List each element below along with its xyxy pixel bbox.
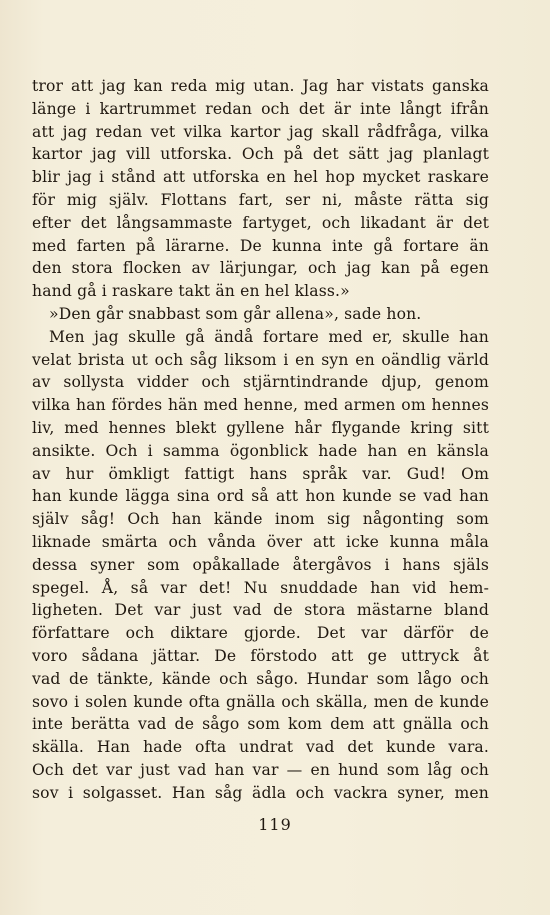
text-line: han kunde lägga sina ord så att hon kunde se vad han (32, 487, 489, 506)
text-line: ligheten. Det var just vad de stora mästarne bland (32, 601, 489, 620)
body-text (32, 75, 489, 805)
text-line: vad de tänkte, kände och sågo. Hundar som lågo och (32, 669, 489, 688)
text-line: Men jag skulle gå ändå fortare med er, skulle han (49, 327, 489, 346)
text-line: spegel. Å, så var det! Nu snuddade han vid hem- (32, 578, 489, 597)
text-line: »Den går snabbast som går allena», sade hon. (49, 304, 422, 323)
text-line: liknade smärta och vånda över att icke kunna måla (32, 532, 489, 551)
text-line: själv såg! Och han kände inom sig någonting som (32, 510, 489, 529)
text-line: att jag redan vet vilka kartor jag skall rådfråga, vilka (32, 122, 489, 141)
text-line: dessa syner som opåkallade återgåvos i hans själs (32, 555, 489, 574)
text-line: efter det långsammaste fartyget, och likadant är det (32, 213, 489, 232)
text-line: voro sådana jättar. De förstodo att ge uttryck åt (32, 646, 489, 665)
text-line: av hur ömkligt fattigt hans språk var. Gud! Om (32, 464, 489, 483)
text-line: tror att jag kan reda mig utan. Jag har vistats ganska (32, 77, 489, 95)
text-line: av sollysta vidder och stjärntindrande djup, genom (32, 373, 489, 392)
text-line: kartor jag vill utforska. Och på det sätt jag planlagt (32, 145, 489, 164)
text-line: den stora flocken av lärjungar, och jag kan på egen (32, 259, 489, 278)
text-line: Och det var just vad han var — en hund som låg och (32, 760, 489, 779)
text-line: inte berätta vad de sågo som kom dem att gnälla och (32, 715, 489, 734)
text-line: blir jag i stånd att utforska en hel hop mycket raskare (32, 168, 489, 187)
text-line: skälla. Han hade ofta undrat vad det kunde vara. (32, 738, 489, 757)
text-line: sovo i solen kunde ofta gnälla och skälla, men de kunde (32, 692, 489, 711)
text-line: hand gå i raskare takt än en hel klass.» (32, 282, 350, 301)
text-line: vilka han fördes hän med henne, med armen om hennes (32, 396, 489, 415)
text-line: sov i solgasset. Han såg ädla och vackra syner, men (32, 783, 489, 802)
text-line: liv, med hennes blekt gyllene hår flygande kring sitt (32, 418, 489, 437)
text-line: för mig själv. Flottans fart, ser ni, måste rätta sig (32, 190, 489, 209)
page-number: 119 (258, 815, 292, 834)
text-line: med farten på lärarne. De kunna inte gå fortare än (32, 236, 489, 255)
text-line: velat brista ut och såg liksom i en syn en oändlig värld (32, 350, 489, 369)
text-line: länge i kartrummet redan och det är inte långt ifrån (32, 99, 489, 118)
text-line: författare och diktare gjorde. Det var därför de (32, 624, 489, 643)
text-line: ansikte. Och i samma ögonblick hade han en känsla (32, 441, 489, 460)
